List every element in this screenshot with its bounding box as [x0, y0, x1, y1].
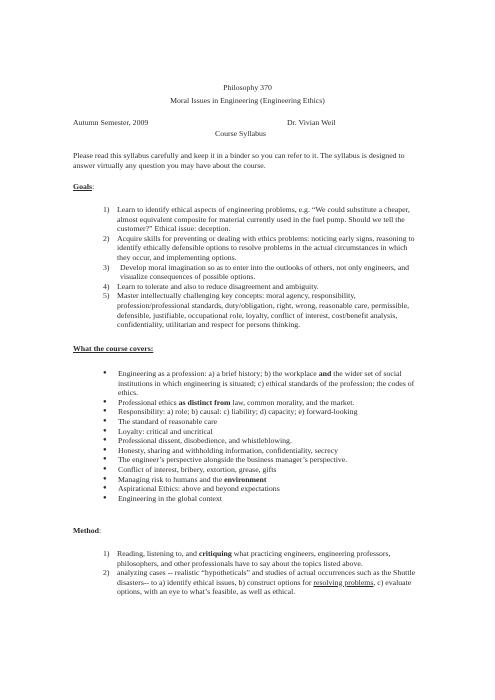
covers-item: ● Responsibility: a) role; b) causal: c) liability; d) capacity; e) forward-looking — [103, 407, 358, 417]
goal-item: 3) Develop moral imagination so as to enter into the outlooks of others, not only engineers, and visualize consequences of possible options. — [103, 262, 410, 282]
covers-item: ● Conflict of interest, bribery, extortion, grease, gifts — [103, 464, 277, 474]
covers-item: ● Professional dissent, disobedience, and whistleblowing. — [103, 436, 292, 446]
covers-item: ● Engineering in the global context — [103, 493, 222, 503]
covers-item: ● Professional ethics as distinct from law, common morality, and the market. — [103, 397, 355, 407]
document-title: Course Syllabus — [215, 129, 266, 138]
covers-item: ● The engineer’s perspective alongside the business manager’s perspective. — [103, 455, 348, 465]
goal-item: 4) Learn to tolerate and also to reduce disagreement and ambiguity. — [103, 281, 319, 291]
intro-paragraph: Please read this syllabus carefully and keep it in a binder so you can refer to it. The syllabus is designed to answer virtually any question you may have about the course. — [73, 151, 405, 170]
course-number: Philosophy 370 — [223, 83, 272, 92]
goal-item: 2) Acquire skills for preventing or dealing with ethics problems: noticing early signs, reasoning to identify ethically defensible options to resolve problems in the actual circumstances in which they occur, and implementing options. — [103, 233, 415, 262]
goals-heading: Goals: — [73, 182, 95, 191]
covers-item: ● Engineering as a profession: a) a brief history; b) the workplace and the wider set of social institutions in which engineering is situated; c) ethical standards of the profession; the codes of ethics. — [103, 369, 415, 398]
covers-item: ● Honesty, sharing and withholding information, confidentiality, secrecy — [103, 445, 339, 455]
method-item: 1) Reading, listening to, and critiquing what practicing engineers, engineering professors, philosophers, and other professionals have to say about the topics listed above. — [103, 549, 391, 568]
covers-list — [103, 369, 424, 503]
instructor: Dr. Vivian Weil — [287, 118, 336, 127]
method-item: 2) analyzing cases -- realistic “hypotheticals” and studies of actual occurrences such as the Shuttle disasters-- to a) identify ethical issues, b) construct options for resolving problems, c) evaluate options, with an eye to what’s feasible, as well as ethical. — [103, 568, 416, 597]
resolving-problems-text: resolving problems — [313, 577, 374, 587]
semester: Autumn Semester, 2009 — [73, 118, 149, 127]
method-heading: Method: — [73, 526, 102, 535]
covers-item: ● The standard of reasonable care — [103, 416, 218, 426]
covers-heading: What the course covers: — [73, 344, 154, 353]
goal-item: 5) Master intellectually challenging key concepts: moral agency, responsibility, profession/professional standards, duty/obligation, right, wrong, reasonable care, permissible, defensible, justifiable, occupational role, loyalty, conflict of interest, cost/benefit analysis, confidentiality, utilitarian and respect for persons thinking. — [103, 291, 410, 330]
covers-item: ● Aspirational Ethics: above and beyond expectations — [103, 484, 280, 494]
goal-item: 1) Learn to identify ethical aspects of engineering problems, e.g. “We could substitute a cheaper, almost equivalent composite for material currently used in the fuel pump. Should we tell the customer?” Ethical issue: deception. — [103, 205, 410, 234]
method-list — [103, 549, 424, 597]
covers-item: ● Loyalty: critical and uncritical — [103, 426, 213, 436]
covers-item: ● Managing risk to humans and the environment — [103, 474, 267, 484]
goals-list — [103, 205, 418, 330]
course-title: Moral Issues in Engineering (Engineering Ethics) — [170, 96, 325, 105]
